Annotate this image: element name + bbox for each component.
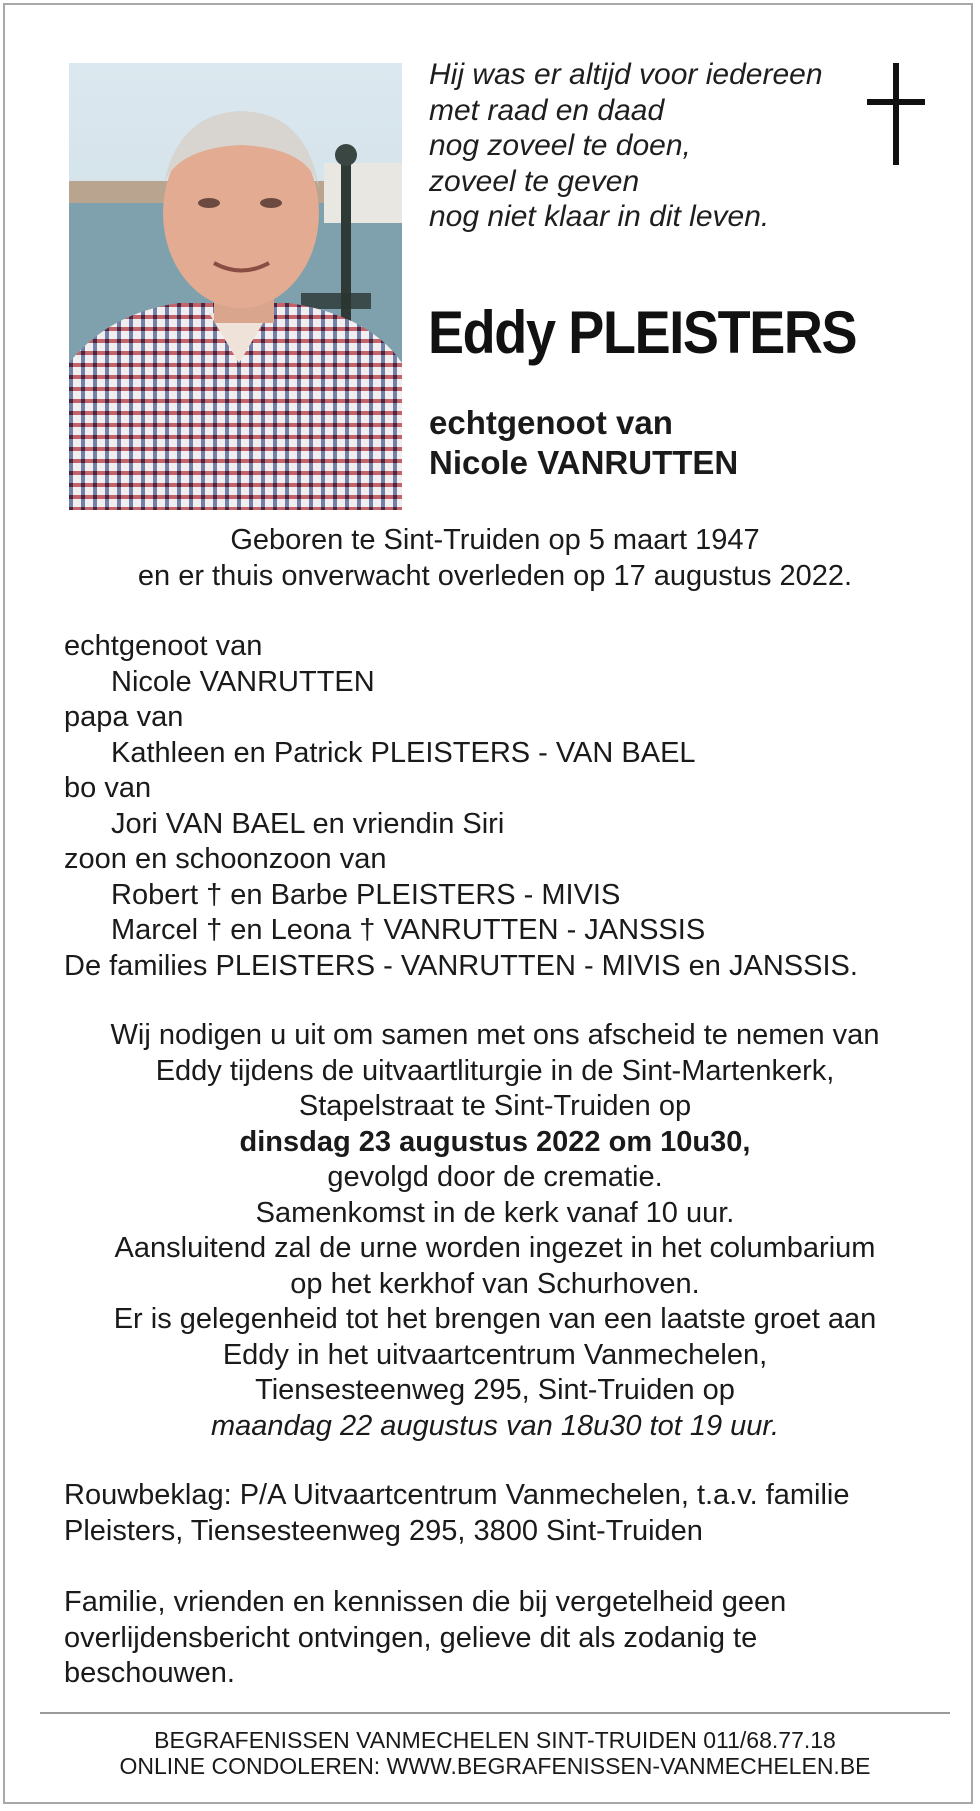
footer bbox=[45, 1727, 945, 1779]
online-condolence-link[interactable]: ONLINE CONDOLEREN: WWW.BEGRAFENISSEN-VANMECHELEN.BE bbox=[119, 1753, 871, 1779]
ceremony-detail-line: Samenkomst in de kerk vanaf 10 uur. bbox=[255, 1196, 735, 1229]
relation-name: Robert † en Barbe PLEISTERS - MIVIS bbox=[111, 878, 621, 911]
poem-line: nog zoveel te doen, bbox=[429, 129, 691, 162]
birth-death-info bbox=[45, 523, 945, 594]
condolence-address bbox=[64, 1478, 944, 1549]
footer-divider bbox=[40, 1712, 950, 1714]
condolence-line: Pleisters, Tiensesteenweg 295, 3800 Sint-Truiden bbox=[64, 1514, 703, 1547]
visitation-time: maandag 22 augustus van 18u30 tot 19 uur. bbox=[210, 1409, 780, 1442]
poem-line: Hij was er altijd voor iedereen bbox=[429, 58, 823, 91]
cross-icon bbox=[867, 63, 925, 165]
ceremony-detail-line: Eddy in het uitvaartcentrum Vanmechelen, bbox=[222, 1338, 768, 1371]
memorial-poem bbox=[429, 57, 849, 235]
relation-label: bo van bbox=[64, 772, 152, 804]
deceased-name: Eddy PLEISTERS bbox=[428, 299, 857, 366]
ceremony-intro-line: Wij nodigen u uit om samen met ons afscheid te nemen van bbox=[110, 1019, 880, 1051]
funeral-home-contact: BEGRAFENISSEN VANMECHELEN SINT-TRUIDEN 011/68.77.18 bbox=[154, 1727, 836, 1753]
death-notice-card bbox=[3, 3, 973, 1804]
relation-label: echtgenoot van bbox=[64, 630, 263, 662]
family-note-line: Familie, vrienden en kennissen die bij vergetelheid geen bbox=[64, 1586, 787, 1618]
poem-line: zoveel te geven bbox=[429, 164, 640, 198]
poem-line: met raad en daad bbox=[429, 93, 665, 127]
ceremony-date: dinsdag 23 augustus 2022 om 10u30, bbox=[239, 1125, 751, 1158]
birth-line: Geboren te Sint-Truiden op 5 maart 1947 bbox=[230, 524, 760, 556]
death-line: en er thuis onverwacht overleden op 17 augustus 2022. bbox=[137, 559, 853, 592]
ceremony-detail-line: op het kerkhof van Schurhoven. bbox=[290, 1267, 700, 1300]
families-line: De families PLEISTERS - VANRUTTEN - MIVIS en JANSSIS. bbox=[64, 949, 858, 982]
family-note-line: overlijdensbericht ontvingen, gelieve dit als zodanig te bbox=[64, 1621, 758, 1654]
relation-label: zoon en schoonzoon van bbox=[64, 843, 387, 875]
ceremony-detail-line: Aansluitend zal de urne worden ingezet in het columbarium bbox=[114, 1232, 876, 1264]
family-note-line: beschouwen. bbox=[64, 1657, 235, 1689]
ceremony-info bbox=[45, 1018, 945, 1444]
relation-label: papa van bbox=[64, 701, 184, 733]
relations-list bbox=[64, 629, 964, 984]
relation-name: Marcel † en Leona † VANRUTTEN - JANSSIS bbox=[111, 914, 706, 946]
ceremony-intro-line: Stapelstraat te Sint-Truiden op bbox=[298, 1090, 692, 1122]
spouse-heading bbox=[429, 403, 949, 483]
ceremony-detail-line: Tiensesteenweg 295, Sint-Truiden op bbox=[255, 1374, 735, 1406]
spouse-name: Nicole VANRUTTEN bbox=[429, 444, 739, 481]
portrait-photo bbox=[69, 63, 402, 510]
ceremony-intro-line: Eddy tijdens de uitvaartliturgie in de Sint-Martenkerk, bbox=[155, 1054, 835, 1087]
relation-name: Nicole VANRUTTEN bbox=[111, 665, 375, 698]
relation-name: Kathleen en Patrick PLEISTERS - VAN BAEL bbox=[111, 736, 696, 769]
spouse-label: echtgenoot van bbox=[429, 404, 673, 441]
ceremony-detail-line: Er is gelegenheid tot het brengen van een laatste groet aan bbox=[113, 1303, 877, 1335]
condolence-line: Rouwbeklag: P/A Uitvaartcentrum Vanmechelen, t.a.v. familie bbox=[64, 1479, 850, 1511]
family-note bbox=[64, 1585, 944, 1692]
ceremony-detail-line: gevolgd door de crematie. bbox=[327, 1161, 663, 1193]
relation-name: Jori VAN BAEL en vriendin Siri bbox=[111, 807, 505, 840]
poem-line: nog niet klaar in dit leven. bbox=[429, 200, 770, 233]
